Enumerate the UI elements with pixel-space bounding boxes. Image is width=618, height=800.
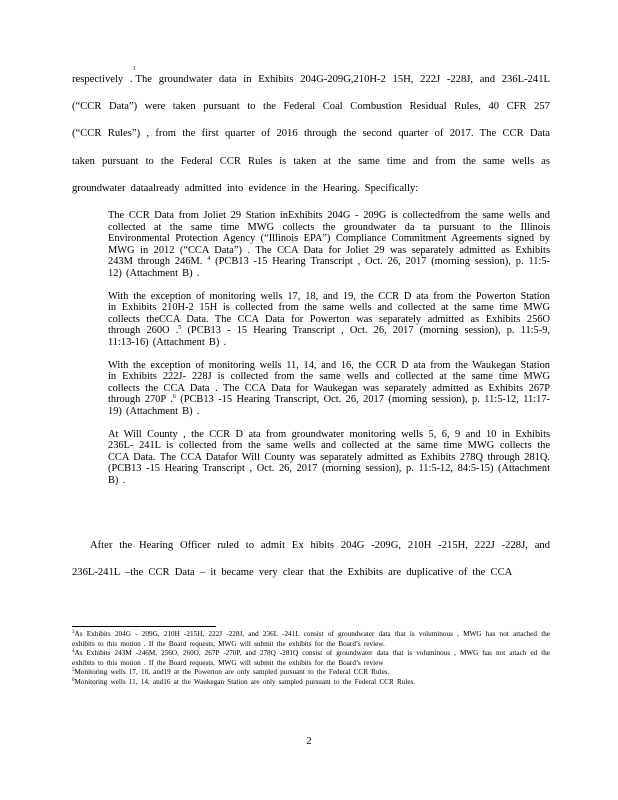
footnote xyxy=(72,649,550,668)
footnote-ref-4: 4 xyxy=(207,256,211,263)
bullet-text: (PCB13 -15 Hearing Transcript , Oct. 26, 2017 (morning session), p. 11:5-12) (Attachment B) . xyxy=(108,256,550,279)
bullet-text: With the exception of monitoring wells 17, 18, and 19, the CCR D ata from the Powerton Station in Exhibits 210H-2 15H is collected from the same wells and collected at the same time MWG collects theCCA Data. The CCA Data for Powerton was separately admitted as Exhibits 256O through 260O . xyxy=(108,290,550,337)
footnote xyxy=(72,668,550,678)
body-paragraph-1 xyxy=(72,66,550,202)
page-number: 2 xyxy=(306,736,312,747)
paragraph-text: The groundwater data in Exhibits 204G-209G,210H-2 15H, 222J -228J, and 236L-241L (“CCR Data”) were taken pursuant to the Federal Coal Combustion Residual Rules, 40 CFR 257 (“CCR Rules”) , from the first quarter of 2016 through the second quarter of 2017. The CCR Data taken pursuant to the Federal CCR Rules is taken at the same time and from the same wells as groundwater dataalready admitted into evidence in the Hearing. Specifically: xyxy=(72,74,550,194)
paragraph-text: respectively . xyxy=(72,74,133,85)
footnote-ref-5: 5 xyxy=(178,325,182,332)
bullet-text: (PCB13 - 15 Hearing Transcript , Oct. 26, 2017 (morning session), p. 11:5-9, 11:13-16) (Attachment B) . xyxy=(108,325,551,348)
bullet-item xyxy=(88,429,550,487)
footnote-ref-3: 3 xyxy=(132,66,136,72)
bullet-list xyxy=(88,210,550,497)
bullet-item xyxy=(88,360,550,418)
footnote xyxy=(72,630,550,649)
footnote-text: As Exhibits 204G - 209G, 210H -215H, 222J -228J, and 236L -241L consist of groundwater data that is voluminous , MWG has not attached the exhibits to this motion . If the Board requests, MWG will submit the exhibits for the Board’s review. xyxy=(72,630,550,648)
footnote-number: 4 xyxy=(72,649,75,654)
footnote-text: As Exhibits 243M -246M, 256O, 260O, 267P -270P, and 278Q -281Q consist of groundwater data that is voluminous , MWG has not attach ed the exhibits to this motion . If the Board requests, MWG will submit the exhibits for the Board’s review xyxy=(72,649,550,667)
bullet-text: The CCR Data from Joliet 29 Station inExhibits 204G - 209G is collectedfrom the same wells and collected at the same time MWG collects the groundwater da ta pursuant to the Illinois Environmental Protection Agency (“Illinois EPA”) Compliance Commitment Agreements signed by MWG in 2012 (“CCA Data”) . The CCA Data for Joliet 29 was separately admitted as Exhibits 243M through 246M. xyxy=(108,210,550,268)
footnote-number: 3 xyxy=(72,630,75,635)
footnote-text: Monitoring wells 17, 18, and19 at the Powerton are only sampled pursuant to the Federal CCR Rules. xyxy=(74,668,390,676)
bullet-item xyxy=(88,291,550,349)
footnote-ref-6: 6 xyxy=(172,394,176,401)
footnote-number: 6 xyxy=(72,677,75,683)
body-paragraph-2: After the Hearing Officer ruled to admit Ex hibits 204G -209G, 210H -215H, 222J -228J, and 236L-241L –the CCR Data – it became very clear that the Exhibits are duplicative of the CCA xyxy=(72,540,550,579)
bullet-text: (PCB13 -15 Hearing Transcript, Oct. 26, 2017 (morning session), p. 11:5-12, 11:17-19) (Attachment B) . xyxy=(108,394,550,417)
footnotes xyxy=(72,630,550,687)
footnote-text: Monitoring wells 11, 14, and16 at the Waukegan Station are only sampled pursuant to the Federal CCR Rules. xyxy=(74,677,416,686)
bullet-text: At Will County , the CCR D ata from groundwater monitoring wells 5, 6, 9 and 10 in Exhibits 236L- 241L is collected from the same wells and collected at the same time MWG collects the CCA Data. The CCA Datafor Will County was separately admitted as Exhibits 278Q through 281Q. (PCB13 -15 Hearing Transcript , Oct. 26, 2017 (morning session), p. 11:5-12, 84:5-15) (Attachment B) . xyxy=(108,428,550,486)
bullet-item xyxy=(88,210,550,280)
footnote xyxy=(72,678,550,688)
footnote-number: 5 xyxy=(72,668,75,673)
bullet-text: With the exception of monitoring wells 11, 14, and 16, the CCR D ata from the Waukegan Station in Exhibits 222J- 228J is collected from the same wells and collected at the same time MWG collects the CCA Data . The CCA Data for Waukegan was separately admitted as Exhibits 267P through 270P . xyxy=(108,359,550,406)
footnote-divider xyxy=(72,626,216,627)
